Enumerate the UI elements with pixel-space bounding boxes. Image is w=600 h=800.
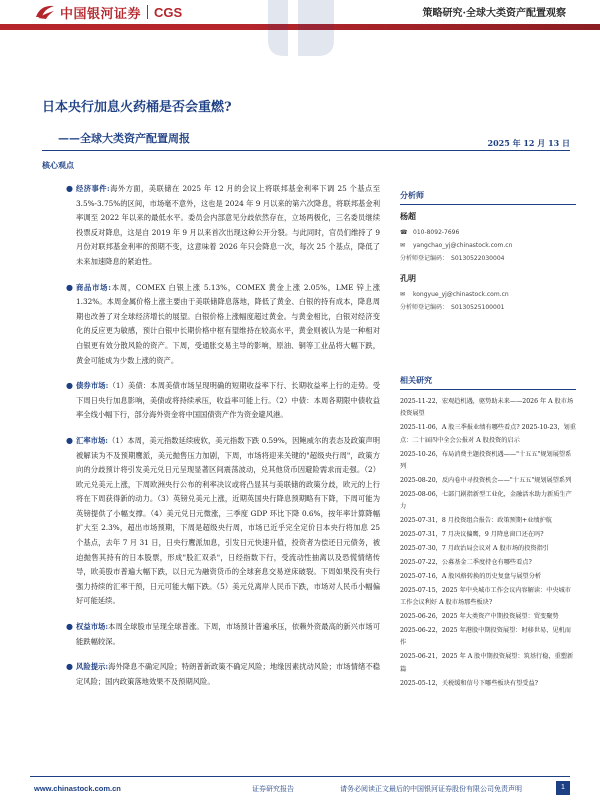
brand-divider bbox=[147, 5, 148, 19]
phone-icon: ☎ bbox=[400, 229, 408, 236]
report-date: 2025 年 12 月 13 日 bbox=[487, 138, 570, 148]
analyst-email[interactable] bbox=[400, 239, 576, 252]
related-link[interactable]: 2025-08-06，七部门剧指新型工业化，金融活水助力新质生产力 bbox=[400, 490, 572, 511]
analyst-phone bbox=[400, 226, 576, 239]
bullet-dot-icon: ● bbox=[66, 435, 73, 445]
related-heading: 相关研究 bbox=[400, 375, 576, 390]
paragraph-label: 权益市场: bbox=[76, 622, 109, 632]
related-link[interactable]: 2025-07-30，7 月政治局会议对 A 股市场的投资指引 bbox=[400, 544, 549, 552]
related-link[interactable]: 2025-06-22，2025 年港股中期投资展望：时移世易，见机而作 bbox=[400, 626, 571, 647]
paragraph-label: 风险提示: bbox=[76, 662, 109, 672]
bullet-dot-icon: ● bbox=[66, 381, 73, 391]
paragraph-label: 债券市场: bbox=[76, 381, 109, 391]
cert-label: 分析师登记编码： bbox=[400, 255, 449, 262]
related-link[interactable]: 2025-05-12，关税缓和信号下哪些板块有望受益? bbox=[400, 679, 538, 687]
paragraph bbox=[76, 660, 380, 689]
analyst-panel bbox=[400, 190, 576, 314]
related-link[interactable]: 2025-08-20，反内卷中寻投资机会——"十五五"规划展望系列 bbox=[400, 476, 572, 484]
paragraph-text: 本周全球股市呈现全球普涨。下周，市场预计普遍承压，依赖外资最高的新兴市场可能跌幅较深。 bbox=[76, 622, 380, 646]
report-title: 日本央行加息火药桶是否会重燃? bbox=[42, 100, 232, 115]
analyst-cert bbox=[400, 252, 576, 265]
email-icon: ✉ bbox=[400, 291, 406, 298]
bullet-dot-icon: ● bbox=[66, 184, 73, 193]
paragraph bbox=[76, 620, 380, 649]
page-header bbox=[0, 0, 600, 52]
footer-url[interactable]: www.chinastock.com.cn bbox=[34, 784, 121, 793]
phone-text: 010-8092-7696 bbox=[413, 229, 460, 236]
core-views bbox=[66, 182, 380, 700]
cert-number: S0130522030004 bbox=[451, 255, 505, 262]
cert-number: S0130525100001 bbox=[451, 304, 505, 311]
footer-disclaimer: 请务必阅读正文最后的中国银河证券股份有限公司免责声明 bbox=[340, 785, 522, 793]
cert-label: 分析师登记编码： bbox=[400, 304, 449, 311]
analyst-name: 杨超 bbox=[400, 211, 416, 221]
paragraph-text: （1）美债：本周美债市场呈现明确的短期收益率下行、长期收益率上行的走势。受下周日央行加息影响，美债或将持续承压，收益率可能上行。（2）中债：本周各期限中债收益率全线小幅下行，部分海外资金将中国国债资产作为资金避风港。 bbox=[76, 381, 381, 420]
footer-divider bbox=[30, 776, 570, 777]
related-link[interactable]: 2025-06-26，2025 年大类资产中期投资展望：贸变聚势 bbox=[400, 613, 559, 620]
related-link[interactable]: 2025-06-21，2025 年 A 股中期投资展望：筑基行稳，重塑新篇 bbox=[400, 653, 574, 673]
bullet-dot-icon: ● bbox=[66, 622, 73, 632]
paragraph-label: 汇率市场: bbox=[76, 435, 108, 445]
related-research bbox=[400, 375, 576, 691]
footer-doc-type: 证券研究报告 bbox=[252, 785, 294, 793]
bullet-dot-icon: ● bbox=[66, 282, 73, 292]
email-text[interactable]: kongyue_yj@chinastock.com.cn bbox=[413, 291, 509, 298]
list-item bbox=[66, 660, 380, 689]
paragraph-text: 海外降息不确定风险；特朗普新政策不确定风险；地缘因素扰动风险；市场情绪不稳定风险；国内政策落地效果不及预期风险。 bbox=[76, 662, 380, 686]
email-icon: ✉ bbox=[400, 242, 406, 249]
list-item bbox=[66, 434, 380, 609]
paragraph-text: 本周，COMEX 白银上涨 5.13%，COMEX 黄金上涨 2.05%，LME 锌上涨 1.32%。本周金属价格上涨主要由于美联储降息落地，降低了黄金、白银的持有成本，降息周期也改善了对全球经济增长的展望。白银价格上涨幅度超过黄金。与黄金相比，白银对经济变化的反应更为敏感，预计白银中长期价格中枢有望维持在较高水平，黄金则被认为是一种相对白银更有效分散风险的资产。下周，受通胀交易主导的影响，原油、铜等工业品将大幅下跌，黄金可能成为少数上涨的资产。 bbox=[76, 282, 381, 365]
email-text[interactable]: yangchao_yj@chinastock.com.cn bbox=[413, 242, 513, 249]
paragraph bbox=[76, 281, 380, 369]
related-link[interactable]: 2025-11-22，宏观趋机遇，驱势助未来——2026 年 A 股市场投资展望 bbox=[400, 398, 574, 418]
paragraph-text: 海外方面，美联储在 2025 年 12 月的会议上将联邦基金利率下调 25 个基点至 3.5%-3.75%的区间，市场毫不意外，这也是 2024 年 9 月以来的第六次降息，将联邦基金利率调至 2022 年以来的最低水平。委员会内部意见分歧依然存在，立场两极化，三名委员继续投票反对降息，这是自 2019 年 9 月以来首次出现这种公开分裂。与此同时，官员们维持了 9 月份对联邦基金利率的预期不变，这意味着 2026 年只会降息一次，每次 25 个基点，降低了未来加速降息的紧迫性。 bbox=[76, 184, 380, 266]
paragraph bbox=[76, 182, 380, 270]
report-subtitle: ——全球大类资产配置周报 bbox=[58, 132, 190, 145]
paragraph-text: （1）本周，美元指数延续疲软，美元指数下跌 0.59%，因鲍威尔的表态及政策声明被解读为不及预期鹰派，美元抛售压力加剧，下周，市场将迎来关键的"超级央行周"，政策方向的分歧预计将引发美元兑日元呈现显著区间震荡波动，兑其他货币因避险需求而走强。（2）欧元兑美元上涨，下周欧洲央行公布的利率决议或将凸显其与美联储的政策分歧，欧元的上行将在下周获得新的动力。（3）英镑兑美元上涨，近期英国央行降息预期略有下降，下周可能为英镑提供了小幅支撑。（4）美元兑日元微涨，三季度 GDP 环比下降 0.6%，按年率计算降幅扩大至 2.3%，超出市场预期，下周是超级央行周，市场已近乎完全定价日本央行将加息 25 个基点，去年 7 月 31 日，日央行鹰派加息，引发日元快速升值，投资者为偿还日元债务，被迫抛售其持有的日本股票，形成"股汇双杀"，日经指数下行，受流动性抽离以及恐慌情绪传导，欧美股市普遍大幅下跌，以日元为融资货币的全球套息交易逆床破裂。下周如果没有央行强力持续的汇率干预，日元可能大幅下跌。（5）美元兑离岸人民币下跌，市场对人民币小幅偏好可能延续。 bbox=[76, 435, 380, 606]
related-link[interactable]: 2025-11-06，A 股三季报业绩有哪些看点? 2025-10-23，划重点：二十届四中全会公报对 A 股投资的启示 bbox=[400, 424, 576, 444]
analyst-email[interactable] bbox=[400, 288, 576, 301]
analyst-cert bbox=[400, 301, 576, 314]
related-link[interactable]: 2025-07-15，2025 年中央城市工作会议内容解读：中央城市工作会议利好 A 股市场那些板块? bbox=[400, 586, 571, 607]
paragraph bbox=[76, 379, 380, 423]
related-link[interactable]: 2025-07-31，8 月投资组合报告：政策预期+业绩护航 bbox=[400, 517, 552, 525]
related-link[interactable]: 2025-10-26，布局消费主题投资机遇——"十五五"规划展望系列 bbox=[400, 450, 572, 471]
related-link[interactable]: 2025-07-16，A 股风格转换的历史复盘与展望分析 bbox=[400, 572, 542, 580]
list-item bbox=[66, 182, 380, 270]
brand-name-en: CGS bbox=[154, 4, 183, 20]
page-footer bbox=[0, 776, 600, 800]
brand-logo bbox=[34, 2, 182, 22]
related-link[interactable]: 2025-07-22，公募基金二季度持仓有哪些看点? bbox=[400, 558, 532, 566]
related-link[interactable]: 2025-07-31，7 月决议偏鹰，9 月降息窗口还在吗? bbox=[400, 531, 544, 539]
page-number: 1 bbox=[556, 781, 570, 795]
list-item bbox=[66, 620, 380, 649]
analyst-name: 孔明 bbox=[400, 273, 416, 283]
section-title: 核心观点 bbox=[42, 160, 74, 170]
paragraph-label: 商品市场: bbox=[76, 282, 111, 292]
report-type: 策略研究·全球大类资产配置观察 bbox=[422, 8, 566, 19]
bullet-dot-icon: ● bbox=[66, 662, 73, 672]
paragraph-label: 经济事件: bbox=[76, 184, 110, 193]
brand-name-cn: 中国银河证券 bbox=[60, 6, 142, 22]
list-item bbox=[66, 281, 380, 369]
title-divider bbox=[42, 150, 570, 151]
analyst-heading: 分析师 bbox=[400, 190, 576, 205]
watermark-logo-icon bbox=[258, 0, 344, 66]
list-item bbox=[66, 379, 380, 423]
paragraph bbox=[76, 434, 380, 609]
brand-logo-icon bbox=[34, 3, 56, 21]
